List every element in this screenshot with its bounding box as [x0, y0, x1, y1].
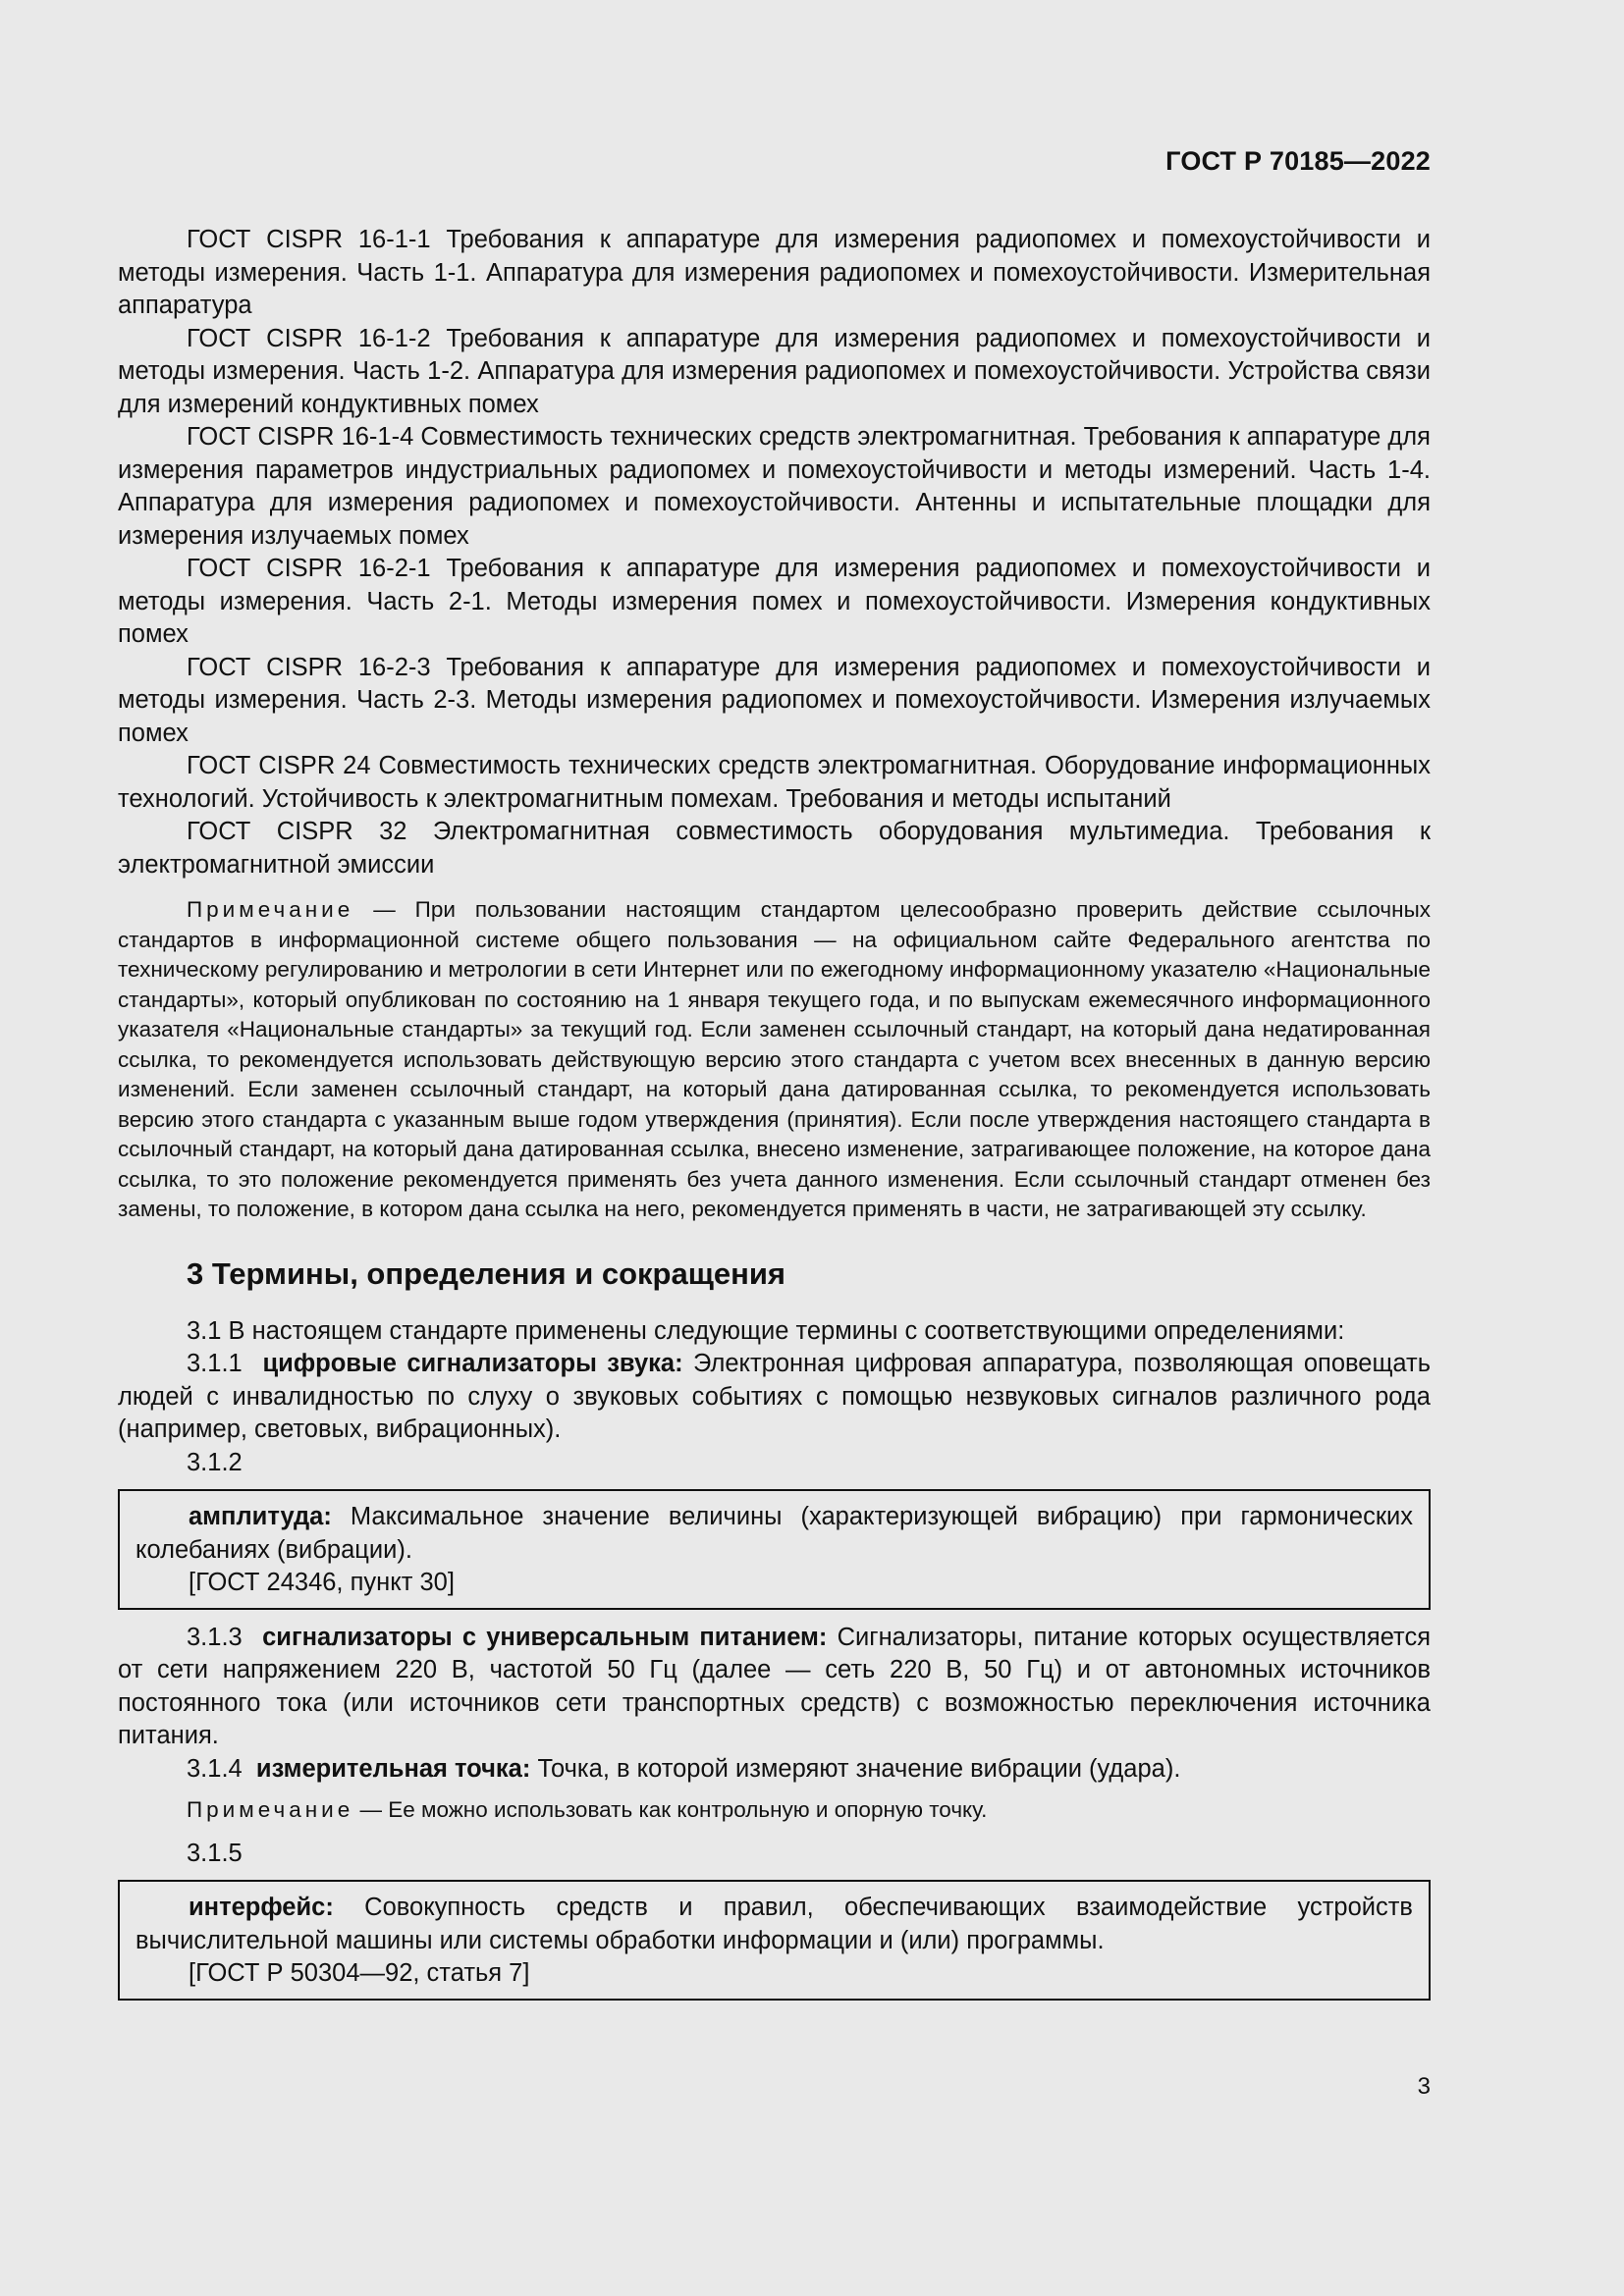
term-number: 3.1.1: [187, 1350, 243, 1377]
document-number-header: ГОСТ Р 70185—2022: [1165, 146, 1431, 176]
term-entry-3-1-1: [118, 1348, 1431, 1447]
note-text: — Ее можно использовать как контрольную и опорную точку.: [359, 1797, 988, 1822]
term-definition: Совокупность средств и правил, обеспечивающих взаимодействие устройств вычислительной машины или системы обработки информации и (или) программы.: [135, 1894, 1413, 1954]
reference-title: Электромагнитная совместимость оборудования мультимедиа. Требования к электромагнитной эмиссии: [118, 818, 1431, 879]
term-source: [ГОСТ 24346, пункт 30]: [189, 1569, 455, 1596]
reference-item: [118, 652, 1431, 751]
page-content: [118, 224, 1431, 2012]
page-number: 3: [1417, 2073, 1431, 2100]
note-label: Примечание: [187, 1797, 354, 1822]
term-number: 3.1.4: [187, 1754, 243, 1783]
document-page: [118, 0, 1431, 2296]
term-name: измерительная точка:: [255, 1754, 531, 1783]
term-definition: Электронная цифровая аппаратура, позволяющая оповещать людей с инвалидностью по слуху о звуковых событиях с помощью незвуковых сигналов различного рода (например, световых, вибрационных).: [118, 1350, 1432, 1443]
reference-title: Требования к аппаратуре для измерения радиопомех и помехоустойчивости и методы измерения. Часть 2-3. Методы измерения радиопомех и помехоустойчивости. Измерения излучаемых помех: [118, 653, 1431, 747]
reference-code: ГОСТ CISPR 24: [187, 752, 371, 779]
reference-code: ГОСТ CISPR 16-2-1: [187, 555, 431, 582]
reference-item: [118, 553, 1431, 652]
term-definition-box: [118, 1489, 1431, 1610]
term-name: интерфейс:: [189, 1894, 334, 1921]
reference-title: Требования к аппаратуре для измерения радиопомех и помехоустойчивости и методы измерения. Часть 1-2. Аппаратура для измерения радиопомех и помехоустойчивости. Устройства связи для измерений кондуктивных помех: [118, 324, 1431, 418]
references-note: [118, 895, 1431, 1225]
reference-code: ГОСТ CISPR 16-2-3: [187, 653, 431, 681]
term-number: 3.1.2: [187, 1448, 243, 1476]
term-definition-box: [118, 1880, 1431, 2001]
reference-title: Требования к аппаратуре для измерения радиопомех и помехоустойчивости и методы измерения. Часть 2-1. Методы измерения помех и помехоустойчивости. Измерения кондуктивных помех: [118, 555, 1431, 648]
term-number: 3.1.3: [187, 1623, 243, 1651]
reference-code: ГОСТ CISPR 16-1-1: [187, 226, 431, 253]
reference-title: Совместимость технических средств электромагнитная. Требования к аппаратуре для измерения параметров индустриальных радиопомех и помехоустойчивости и методы измерений. Часть 1-4. Аппаратура для измерения радиопомех и помехоустойчивости. Антенны и испытательные площадки для измерения излучаемых помех: [118, 423, 1431, 550]
term-entry-3-1-5: [135, 1892, 1413, 1957]
term-definition: Максимальное значение величины (характеризующей вибрацию) при гармонических колебаниях (вибрации).: [135, 1503, 1413, 1564]
term-number: 3.1.5: [187, 1839, 243, 1867]
term-note: [118, 1795, 1431, 1826]
section-intro: 3.1 В настоящем стандарте применены следующие термины с соответствующими определениями:: [187, 1316, 1345, 1345]
normative-references-list: [118, 224, 1431, 881]
term-entry-3-1-2: [135, 1501, 1413, 1567]
reference-code: ГОСТ CISPR 16-1-2: [187, 324, 431, 352]
term-name: амплитуда:: [189, 1503, 332, 1530]
term-entry-3-1-3: [118, 1622, 1431, 1753]
term-name: цифровые сигнализаторы звука:: [262, 1350, 683, 1377]
section-heading: 3 Термины, определения и сокращения: [187, 1255, 785, 1291]
reference-code: ГОСТ CISPR 16-1-4: [187, 423, 414, 451]
term-source: [ГОСТ Р 50304—92, статья 7]: [189, 1959, 530, 1987]
reference-item: [118, 750, 1431, 816]
reference-item: [118, 224, 1431, 323]
term-entry-3-1-4: [118, 1753, 1431, 1787]
term-definition: Точка, в которой измеряют значение вибрации (удара).: [537, 1754, 1181, 1783]
reference-item: [118, 421, 1431, 553]
term-name: сигнализаторы с универсальным питанием:: [262, 1623, 828, 1651]
term-definition: Сигнализаторы, питание которых осуществляется от сети напряжением 220 В, частотой 50 Гц (далее — сеть 220 В, 50 Гц) и от автономных источников постоянного тока (или источников сети транспортных средств) с возможностью переключения источника питания.: [118, 1623, 1431, 1749]
reference-title: Требования к аппаратуре для измерения радиопомех и помехоустойчивости и методы измерения. Часть 1-1. Аппаратура для измерения радиопомех и помехоустойчивости. Измерительная аппаратура: [118, 226, 1431, 319]
note-label: Примечание: [187, 897, 354, 922]
reference-title: Совместимость технических средств электромагнитная. Оборудование информационных технологий. Устойчивость к электромагнитным помехам. Требования и методы испытаний: [118, 752, 1432, 813]
reference-item: [118, 323, 1431, 422]
reference-item: [118, 816, 1431, 881]
reference-code: ГОСТ CISPR 32: [187, 818, 407, 845]
note-text: — При пользовании настоящим стандартом целесообразно проверить действие ссылочных стандартов в информационной системе общего пользования — на официальном сайте Федерального агентства по техническому регулированию и метрологии в сети Интернет или по ежегодному информационному указателю «Национальные стандарты», который опубликован по состоянию на 1 января текущего года, и по выпускам ежемесячного информационного указателя «Национальные стандарты» за текущий год. Если заменен ссылочный стандарт, на который дана недатированная ссылка, то рекомендуется использовать действующую версию этого стандарта с учетом всех внесенных в данную версию изменений. Если заменен ссылочный стандарт, на который дана датированная ссылка, то рекомендуется использовать версию этого стандарта с указанным выше годом утверждения (принятия). Если после утверждения настоящего стандарта в ссылочный стандарт, на который дана датированная ссылка, внесено изменение, затрагивающее положение, на которое дана ссылка, то это положение рекомендуется применять без учета данного изменения. Если ссылочный стандарт отменен без замены, то положение, в котором дана ссылка на него, рекомендуется применять в части, не затрагивающей эту ссылку.: [118, 897, 1431, 1221]
